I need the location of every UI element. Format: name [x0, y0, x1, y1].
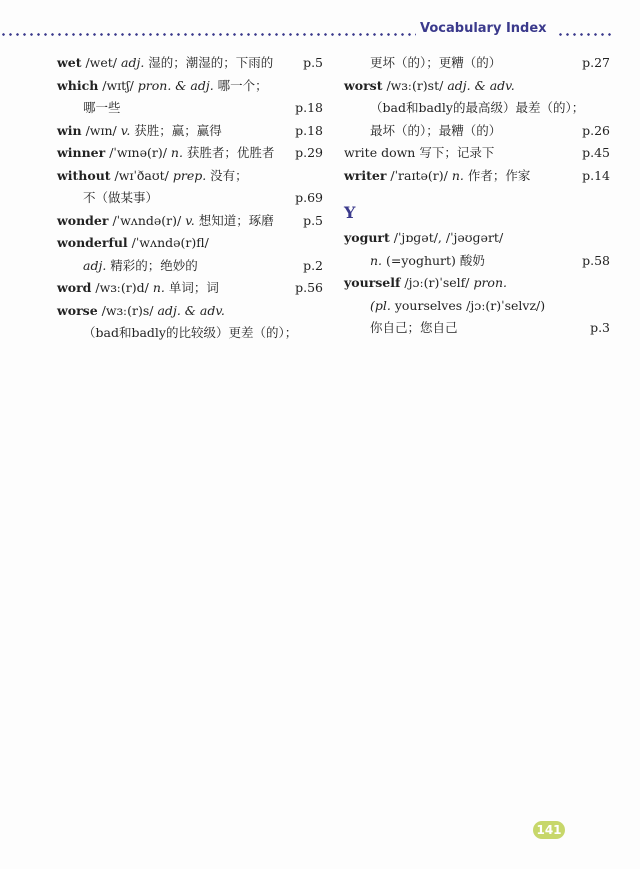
part-of-speech: adj. [121, 55, 145, 70]
page-number-badge: 141 [533, 821, 565, 839]
index-entry [57, 75, 323, 120]
entry-line [57, 255, 323, 278]
page-reference: p.14 [582, 167, 610, 183]
headword: which [57, 77, 99, 93]
headword: winner [57, 145, 106, 160]
page-reference: p.3 [590, 320, 610, 335]
pronunciation: /ˈwɪnə(r)/ [105, 145, 171, 160]
headword: wonder [57, 212, 109, 228]
definition: 更坏（的）；更糟（的） [370, 55, 502, 70]
part-of-speech: n. [170, 145, 183, 160]
page-reference: p.29 [295, 145, 323, 160]
page-reference: p.26 [582, 122, 610, 138]
definition: 精彩的；绝妙的 [106, 257, 198, 273]
index-entry [57, 52, 323, 75]
part-of-speech: adj. & adv. [157, 302, 225, 318]
index-entry [57, 165, 323, 210]
index-entry [344, 165, 610, 188]
entry-line [344, 250, 610, 273]
definition: 不（做某事） [83, 190, 159, 205]
definition: 湿的；潮湿的；下雨的 [144, 55, 274, 70]
index-entry [344, 52, 610, 75]
headword: worst [344, 77, 383, 93]
headword: worse [57, 302, 98, 318]
headword: write down [344, 145, 416, 160]
header-dot-rule-right [557, 33, 613, 36]
header-dot-rule-left [0, 33, 416, 36]
entry-line [57, 300, 323, 323]
definition: 最坏（的）；最糟（的） [370, 122, 502, 138]
part-of-speech: (pl. [370, 297, 391, 313]
left-column [57, 52, 323, 345]
entry-line [344, 165, 610, 188]
definition: 想知道；琢磨 [194, 212, 274, 228]
definition: 哪一个； [213, 77, 268, 93]
headword: without [57, 167, 111, 183]
part-of-speech: adj. [83, 257, 107, 273]
entry-line [344, 227, 610, 250]
headword: writer [344, 167, 387, 183]
headword: wet [57, 55, 82, 70]
entry-line [57, 75, 323, 98]
page-reference: p.56 [295, 280, 323, 295]
definition: 获胜者；优胜者 [182, 145, 275, 160]
pronunciation: /jɔː(r)ˈself/ [400, 275, 474, 290]
pronunciation: /wɜː(r)d/ [91, 280, 153, 295]
part-of-speech: adj. & adv. [447, 77, 515, 93]
definition: 单词；词 [164, 280, 219, 295]
part-of-speech: n. [370, 252, 383, 268]
index-entry [344, 272, 610, 340]
pronunciation: /wɪˈðaʊt/ [110, 167, 173, 183]
part-of-speech: n. [451, 167, 464, 183]
index-entry [57, 210, 323, 233]
entry-line [57, 187, 323, 210]
index-entry [57, 232, 323, 277]
entry-line [344, 75, 610, 98]
part-of-speech: prep. [172, 167, 207, 183]
definition: (=yoghurt) 酸奶 [382, 252, 485, 268]
entry-line [57, 52, 323, 75]
pronunciation: /ˈwʌndə(r)/ [108, 212, 186, 228]
right-column [344, 52, 610, 340]
definition: 你自己；您自己 [370, 320, 458, 335]
definition: （bad和badly的最高级）最差（的）； [370, 100, 585, 115]
entry-line [344, 120, 610, 143]
headword: win [57, 122, 82, 138]
pronunciation: /ˈwʌndə(r)fl/ [127, 235, 209, 250]
page-reference: p.18 [295, 100, 323, 115]
headword: yogurt [344, 230, 390, 245]
headword: word [57, 280, 92, 295]
section-letter-y: Y [344, 203, 356, 222]
part-of-speech: pron. [473, 275, 507, 290]
entry-line [344, 52, 610, 75]
part-of-speech: v. [185, 212, 195, 228]
entry-line [57, 165, 323, 188]
definition: （bad和badly的比较级）更差（的）； [83, 325, 298, 340]
entry-line [344, 295, 610, 318]
definition: 没有； [206, 167, 248, 183]
part-of-speech: n. [152, 280, 165, 295]
definition: 写下；记录下 [415, 145, 495, 160]
definition: yourselves /jɔː(r)ˈselvz/) [390, 297, 546, 313]
entry-line [57, 97, 323, 120]
pronunciation: /wɪtʃ/ [98, 77, 138, 93]
entry-line [57, 120, 323, 143]
entry-line [57, 142, 323, 165]
entry-line [57, 210, 323, 233]
index-entry [57, 142, 323, 165]
headword: wonderful [57, 235, 128, 250]
index-entry [57, 277, 323, 300]
page-reference: p.18 [295, 122, 323, 138]
definition: 作者；作家 [463, 167, 531, 183]
pronunciation: /wet/ [81, 55, 121, 70]
part-of-speech: v. [120, 122, 131, 138]
page-reference: p.5 [303, 212, 323, 228]
headword: yourself [344, 275, 401, 290]
pronunciation: /wɪn/ [81, 122, 121, 138]
entry-line [57, 322, 323, 345]
page-reference: p.45 [582, 145, 610, 160]
pronunciation: /ˈjɒɡət/, /ˈjəʊɡərt/ [389, 230, 504, 245]
entry-line [344, 97, 610, 120]
entry-line [344, 317, 610, 340]
index-entry [57, 300, 323, 345]
pronunciation: /wɜː(r)s/ [97, 302, 158, 318]
entry-line [57, 277, 323, 300]
part-of-speech: pron. & adj. [137, 77, 214, 93]
index-entry [344, 227, 610, 272]
section-title: Vocabulary Index [420, 21, 547, 36]
definition: 哪一些 [83, 100, 121, 115]
page-reference: p.5 [303, 55, 323, 70]
pronunciation: /wɜː(r)st/ [382, 77, 448, 93]
index-entry [344, 142, 610, 165]
page-reference: p.58 [582, 252, 610, 268]
entry-line [57, 232, 323, 255]
page-reference: p.27 [582, 55, 610, 70]
page-reference: p.2 [303, 257, 323, 273]
index-entry [57, 120, 323, 143]
entry-line [344, 142, 610, 165]
pronunciation: /ˈraɪtə(r)/ [386, 167, 452, 183]
index-entry [344, 75, 610, 143]
entry-line [344, 272, 610, 295]
definition: 获胜；赢；赢得 [130, 122, 222, 138]
page-reference: p.69 [295, 190, 323, 205]
